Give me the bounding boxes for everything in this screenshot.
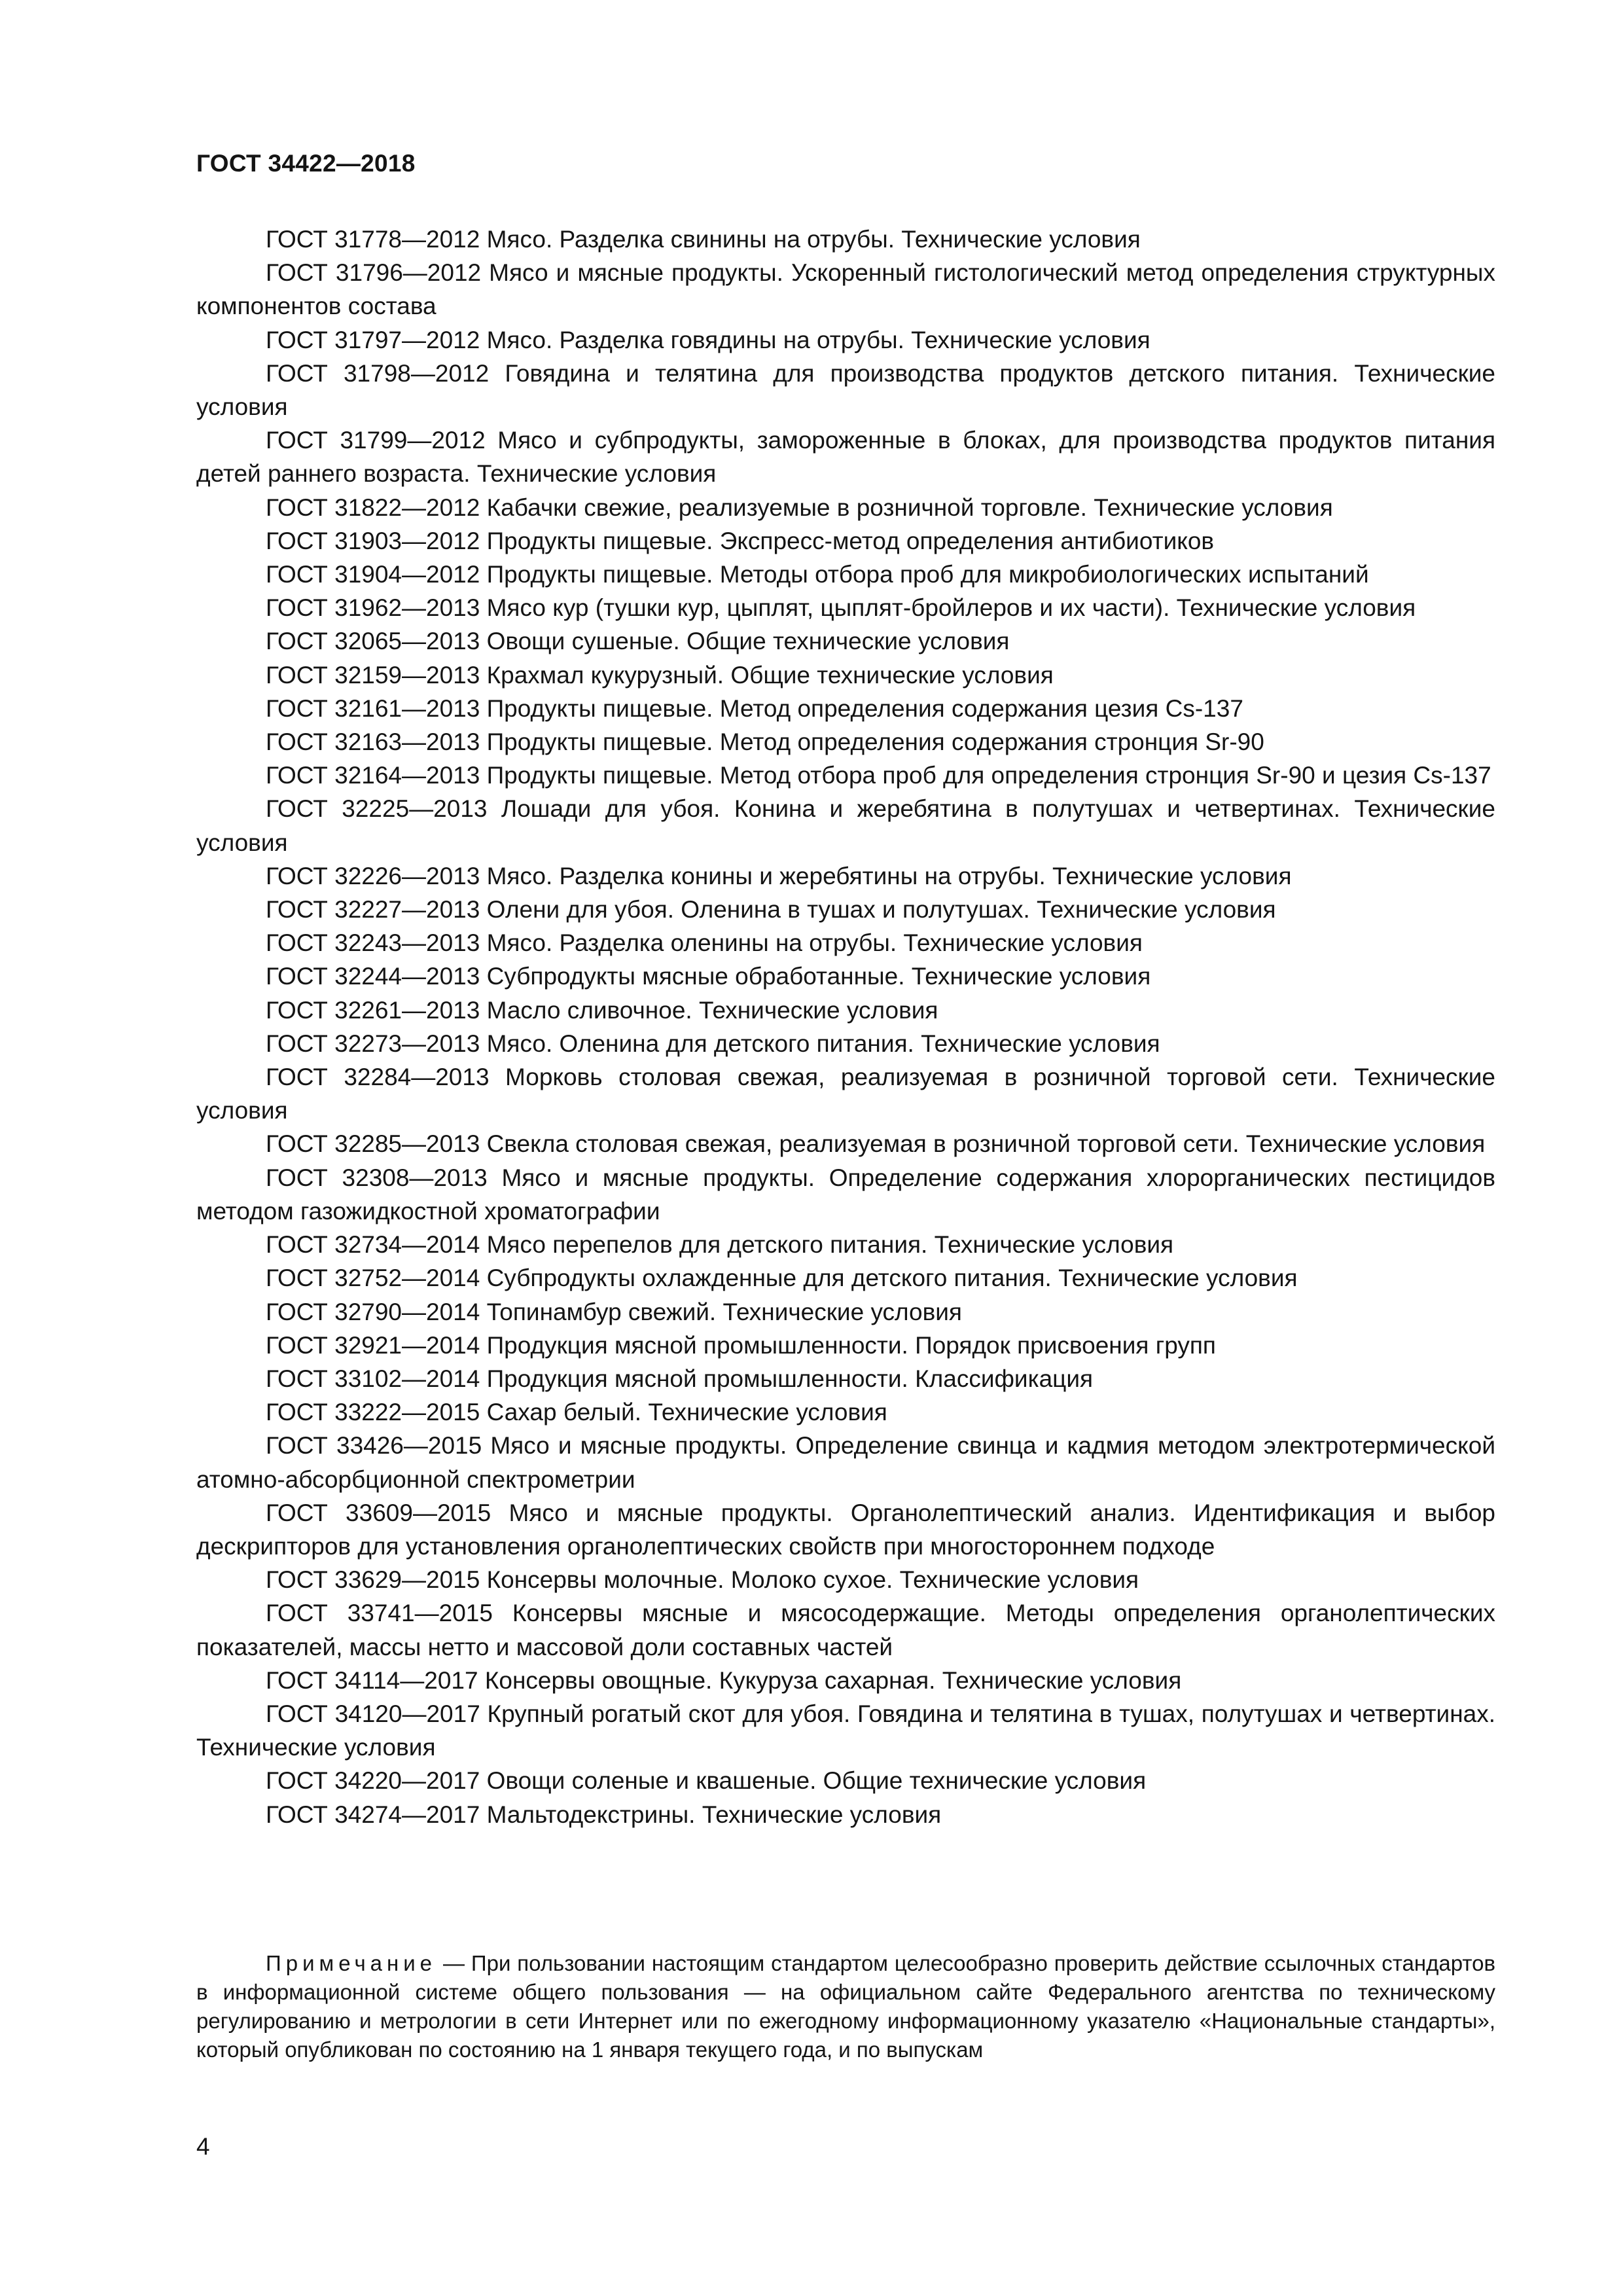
reference-item: ГОСТ 31778—2012 Мясо. Разделка свинины на отрубы. Технические условия	[266, 226, 1141, 253]
reference-item: ГОСТ 32159—2013 Крахмал кукурузный. Общие технические условия	[266, 661, 1054, 689]
reference-item: ГОСТ 32734—2014 Мясо перепелов для детского питания. Технические условия	[266, 1231, 1174, 1259]
reference-item: ГОСТ 32163—2013 Продукты пищевые. Метод определения содержания стронция Sr-90	[266, 728, 1264, 756]
reference-item: ГОСТ 34114—2017 Консервы овощные. Кукуруза сахарная. Технические условия	[266, 1666, 1182, 1694]
reference-item: ГОСТ 32273—2013 Мясо. Оленина для детского питания. Технические условия	[266, 1030, 1160, 1057]
reference-item: ГОСТ 31798—2012 Говядина и телятина для производства продуктов детского питания. Технические условия	[196, 359, 1495, 421]
reference-item: ГОСТ 33609—2015 Мясо и мясные продукты. Органолептический анализ. Идентификация и выбор дескрипторов для установления органолептических свойств при многостороннем подходе	[196, 1499, 1495, 1560]
note-label: Примечание	[266, 1951, 437, 1975]
reference-item: ГОСТ 31822—2012 Кабачки свежие, реализуемые в розничной торговле. Технические условия	[266, 493, 1333, 521]
reference-item: ГОСТ 32065—2013 Овощи сушеные. Общие технические условия	[266, 628, 1010, 655]
reference-item: ГОСТ 31797—2012 Мясо. Разделка говядины на отрубы. Технические условия	[266, 326, 1150, 353]
reference-item: ГОСТ 33741—2015 Консервы мясные и мясосодержащие. Методы определения органолептических показателей, массы нетто и массовой доли составных частей	[196, 1600, 1495, 1660]
reference-item: ГОСТ 33102—2014 Продукция мясной промышленности. Классификация	[266, 1365, 1094, 1392]
reference-item: ГОСТ 33629—2015 Консервы молочные. Молоко сухое. Технические условия	[266, 1566, 1139, 1594]
reference-item: ГОСТ 32285—2013 Свекла столовая свежая, реализуемая в розничной торговой сети. Технические условия	[266, 1130, 1486, 1158]
normative-references-list	[196, 223, 1495, 1831]
reference-item: ГОСТ 32308—2013 Мясо и мясные продукты. Определение содержания хлорорганических пестицидов методом газожидкостной хроматографии	[196, 1164, 1495, 1225]
page-number: 4	[196, 2133, 210, 2160]
reference-item: ГОСТ 34220—2017 Овощи соленые и квашеные. Общие технические условия	[266, 1767, 1147, 1795]
reference-item: ГОСТ 32226—2013 Мясо. Разделка конины и жеребятины на отрубы. Технические условия	[266, 862, 1292, 889]
reference-item: ГОСТ 32244—2013 Субпродукты мясные обработанные. Технические условия	[266, 963, 1151, 990]
reference-item: ГОСТ 32225—2013 Лошади для убоя. Конина и жеребятина в полутушах и четвертинах. Технические условия	[196, 795, 1495, 856]
reference-item: ГОСТ 32790—2014 Топинамбур свежий. Технические условия	[266, 1298, 962, 1325]
reference-item: ГОСТ 32261—2013 Масло сливочное. Технические условия	[266, 996, 938, 1024]
note-text: — При пользовании настоящим стандартом целесообразно проверить действие ссылочных стандартов в информационной системе общего пользования — на официальном сайте Федерального агентства по техническому регулированию и метрологии в сети Интернет или по ежегодному информационному указателю «Национальные стандарты», который опубликован по состоянию на 1 января текущего года, и по выпускам	[196, 1951, 1495, 2062]
document-designation: ГОСТ 34422—2018	[196, 150, 416, 177]
reference-item: ГОСТ 32164—2013 Продукты пищевые. Метод отбора проб для определения стронция Sr-90 и цезия Cs-137	[266, 762, 1491, 789]
reference-item: ГОСТ 34120—2017 Крупный рогатый скот для убоя. Говядина и телятина в тушах, полутушах и четвертинах. Технические условия	[196, 1700, 1495, 1761]
reference-item: ГОСТ 34274—2017 Мальтодекстрины. Технические условия	[266, 1801, 942, 1828]
reference-item: ГОСТ 31904—2012 Продукты пищевые. Методы отбора проб для микробиологических испытаний	[266, 561, 1369, 588]
reference-item: ГОСТ 31796—2012 Мясо и мясные продукты. Ускоренный гистологический метод определения структурных компонентов состава	[196, 259, 1495, 320]
reference-item: ГОСТ 32921—2014 Продукция мясной промышленности. Порядок присвоения групп	[266, 1331, 1216, 1359]
reference-item: ГОСТ 32227—2013 Олени для убоя. Оленина в тушах и полутушах. Технические условия	[266, 896, 1276, 924]
note-paragraph	[196, 1949, 1495, 2064]
reference-item: ГОСТ 33426—2015 Мясо и мясные продукты. Определение свинца и кадмия методом электротермической атомно-абсорбционной спектрометрии	[196, 1432, 1495, 1493]
reference-item: ГОСТ 31799—2012 Мясо и субпродукты, замороженные в блоках, для производства продуктов питания детей раннего возраста. Технические условия	[196, 427, 1495, 488]
reference-item: ГОСТ 32161—2013 Продукты пищевые. Метод определения содержания цезия Cs-137	[266, 694, 1243, 722]
reference-item: ГОСТ 32284—2013 Морковь столовая свежая, реализуемая в розничной торговой сети. Технические условия	[196, 1064, 1495, 1124]
reference-item: ГОСТ 33222—2015 Сахар белый. Технические условия	[266, 1399, 887, 1426]
reference-item: ГОСТ 31903—2012 Продукты пищевые. Экспресс-метод определения антибиотиков	[266, 527, 1215, 554]
reference-item: ГОСТ 32243—2013 Мясо. Разделка оленины на отрубы. Технические условия	[266, 929, 1143, 957]
reference-item: ГОСТ 32752—2014 Субпродукты охлажденные для детского питания. Технические условия	[266, 1265, 1298, 1292]
reference-item: ГОСТ 31962—2013 Мясо кур (тушки кур, цыплят, цыплят-бройлеров и их части). Технические условия	[266, 594, 1416, 622]
